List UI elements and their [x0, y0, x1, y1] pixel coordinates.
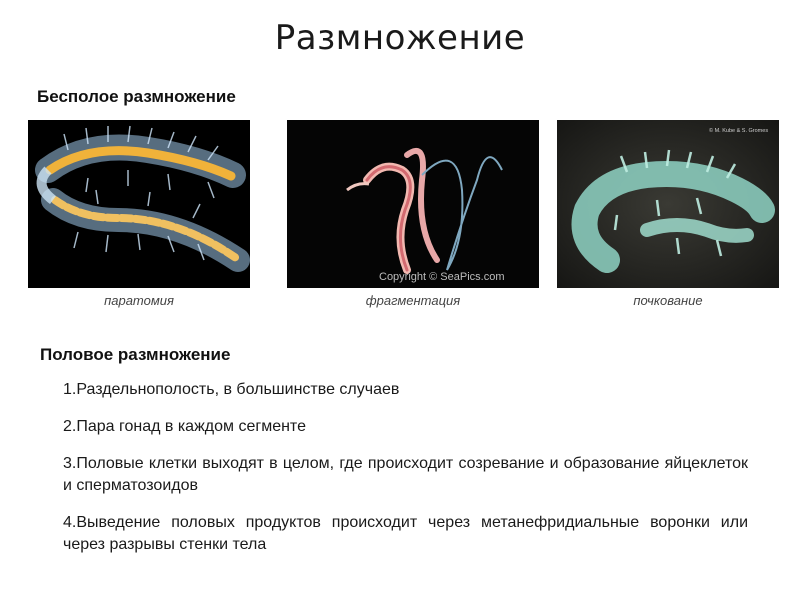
budding-photo	[557, 120, 779, 288]
asexual-heading: Бесполое размножение	[37, 87, 236, 106]
list-item: 1.Раздельнополость, в большинстве случаев	[63, 381, 400, 398]
credit-overlay: © M. Kube & S. Gromes	[709, 128, 769, 134]
slide-title: Размножение	[274, 18, 526, 58]
caption-budding: почкование	[633, 293, 703, 308]
caption-paratomy: паратомия	[104, 293, 174, 308]
caption-fragmentation: фрагментация	[365, 293, 461, 308]
sexual-reproduction-list	[63, 379, 748, 571]
paratomy-photo	[28, 120, 250, 288]
list-item: 4.Выведение половых продуктов происходит через метанефридиальные воронки или через разрывы стенки тела	[63, 514, 748, 553]
fragmentation-photo	[287, 120, 539, 288]
list-item: 2.Пара гонад в каждом сегменте	[63, 418, 306, 435]
list-item: 3.Половые клетки выходят в целом, где происходит созревание и образование яйцеклеток и сперматозоидов	[63, 455, 748, 494]
copyright-overlay: Copyright © SeaPics.com	[379, 271, 505, 283]
sexual-heading: Половое размножение	[40, 345, 231, 364]
